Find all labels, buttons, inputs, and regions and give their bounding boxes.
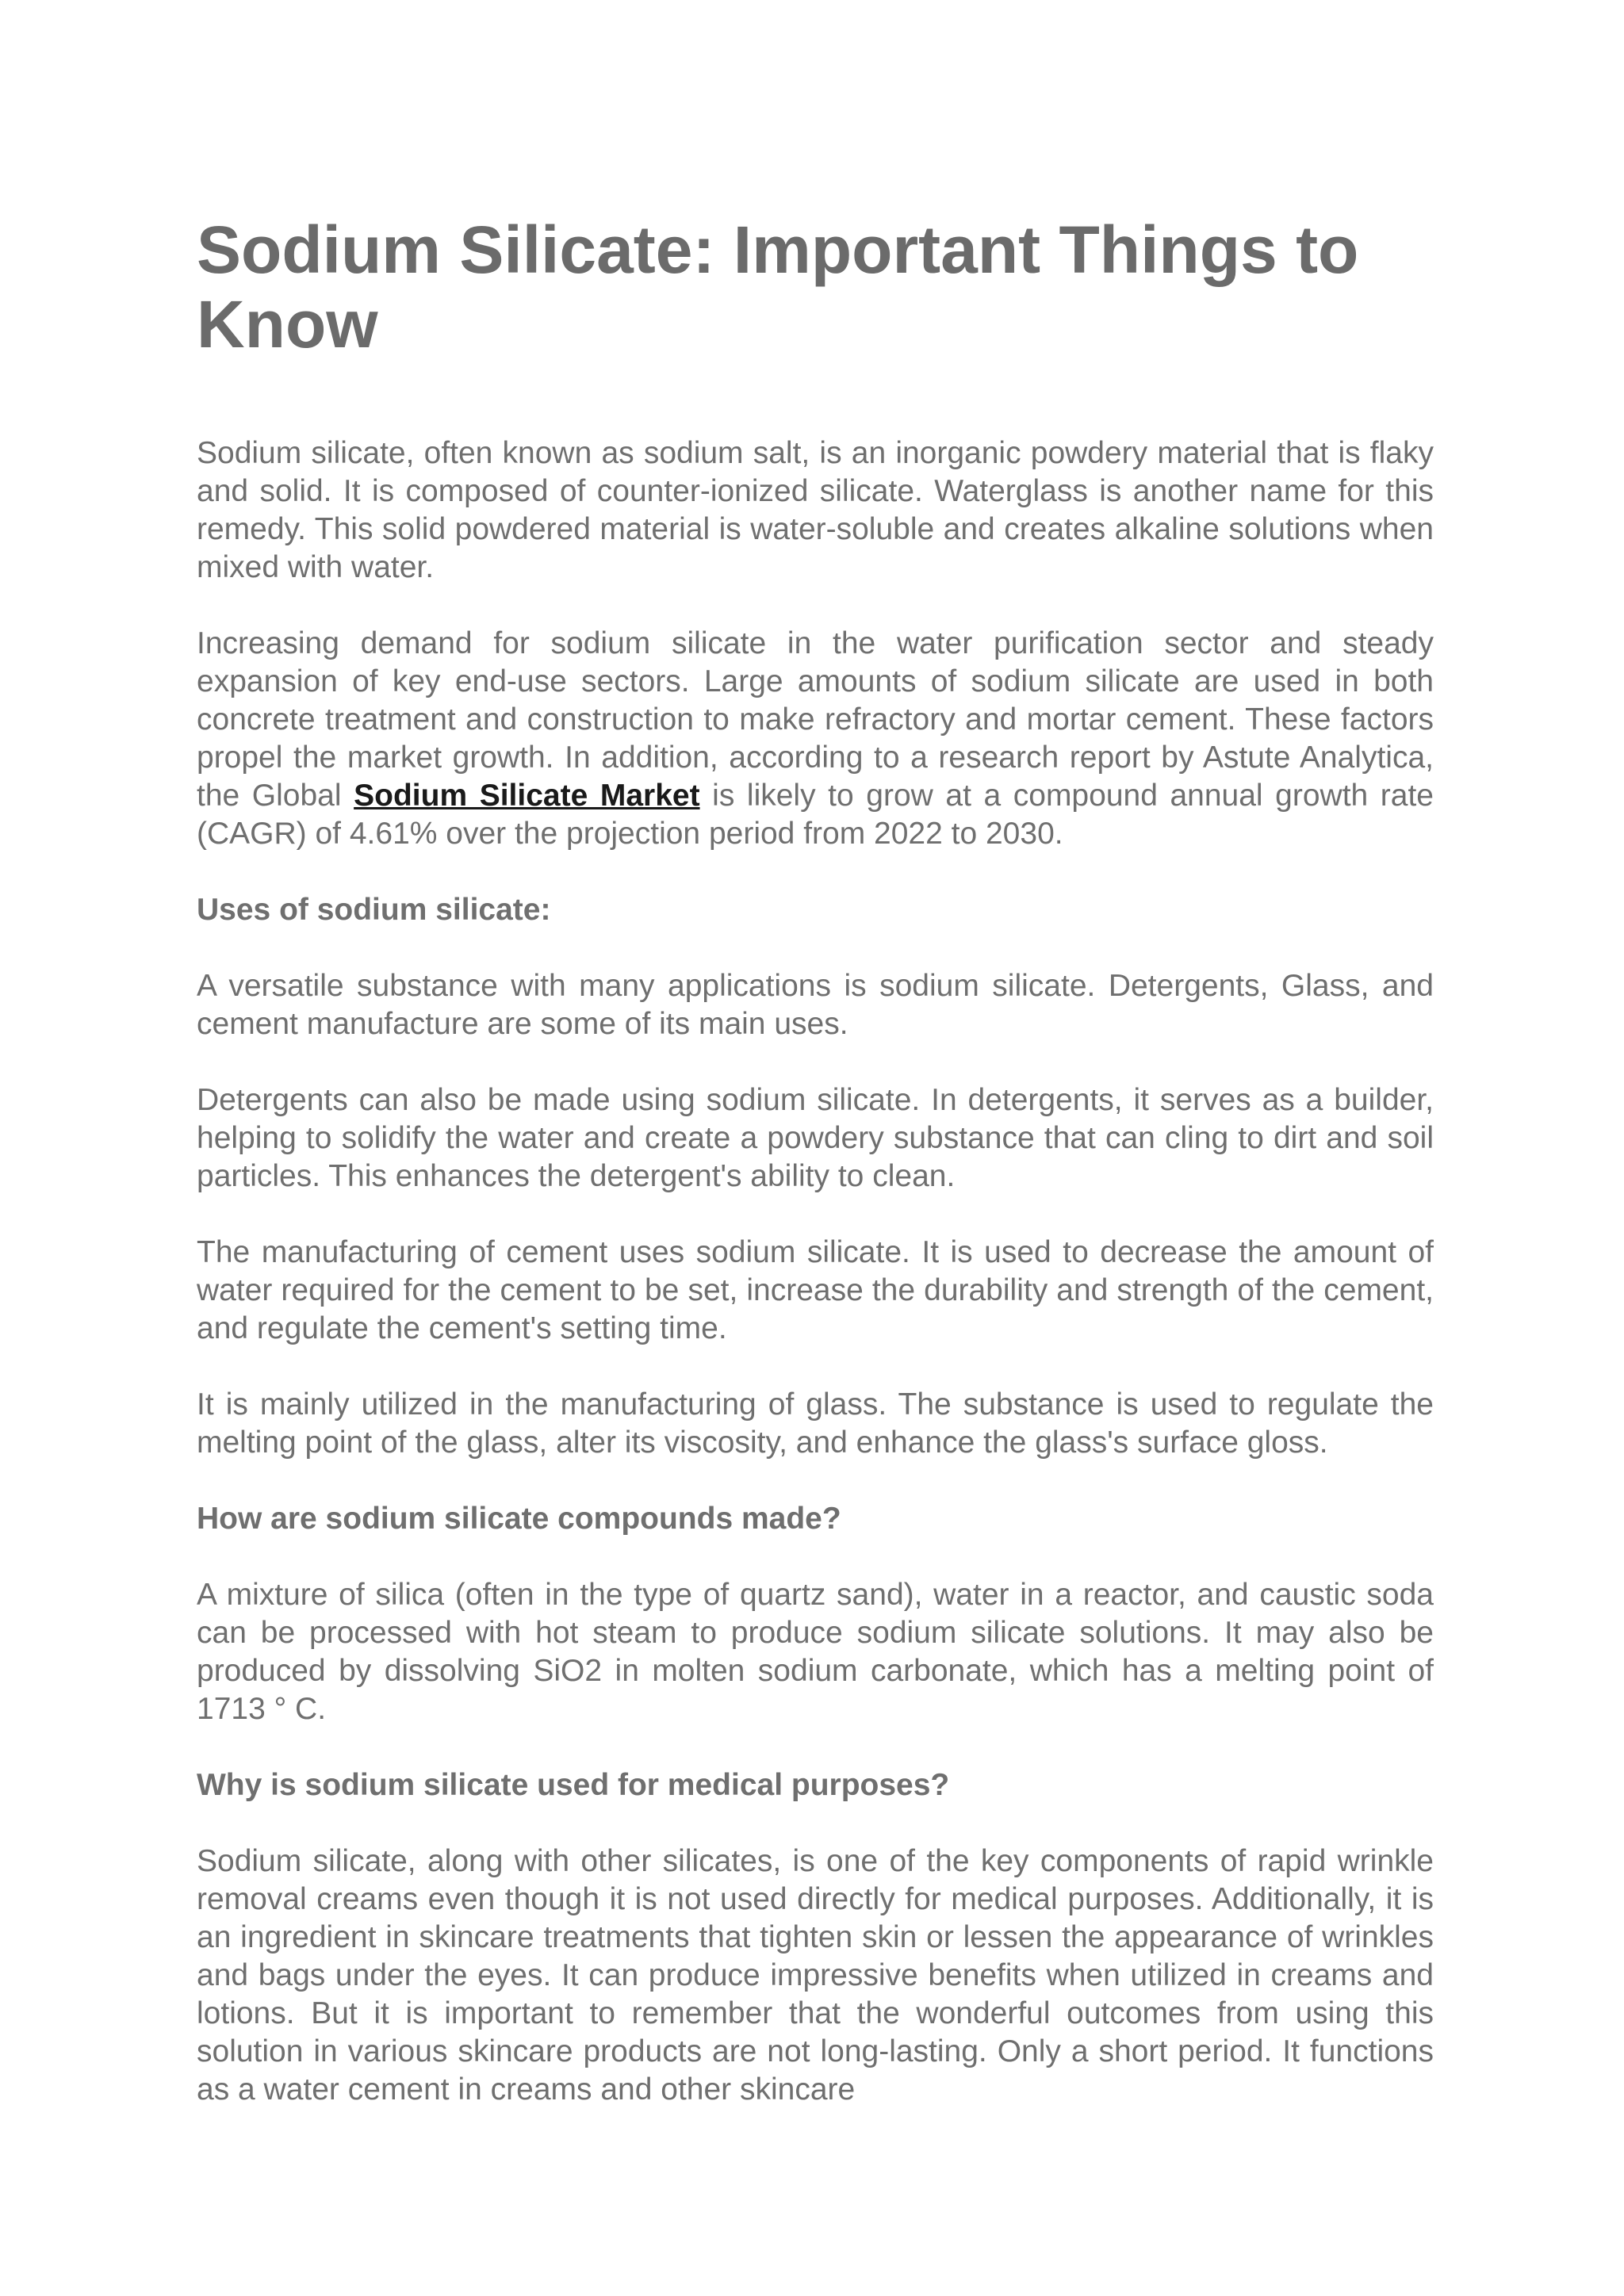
cement-paragraph: The manufacturing of cement uses sodium silicate. It is used to decrease the amount of water required for the cement to be set, increase the durability and strength of the cement, and regulate the cement's setting time.	[197, 1235, 1434, 1345]
uses-intro-paragraph: A versatile substance with many applications is sodium silicate. Detergents, Glass, and cement manufacture are some of its main uses.	[197, 969, 1434, 1041]
page-title: Sodium Silicate: Important Things to Know	[197, 212, 1359, 362]
detergents-paragraph: Detergents can also be made using sodium silicate. In detergents, it serves as a builder, helping to solidify the water and create a powdery substance that can cling to dirt and soil particles. This enhances the detergent's ability to clean.	[197, 1083, 1434, 1193]
glass-paragraph: It is mainly utilized in the manufacturing of glass. The substance is used to regulate the melting point of the glass, alter its viscosity, and enhance the glass's surface gloss.	[197, 1387, 1434, 1460]
sodium-silicate-market-link[interactable]: Sodium Silicate Market	[354, 779, 700, 813]
made-paragraph: A mixture of silica (often in the type of quartz sand), water in a reactor, and caustic soda can be processed with hot steam to produce sodium silicate solutions. It may also be produced by dissolving SiO2 in molten sodium carbonate, which has a melting point of 1713 ° C.	[197, 1578, 1434, 1726]
uses-heading: Uses of sodium silicate:	[197, 893, 551, 927]
market-text-after: is likely to grow at a compound annual growth rate (CAGR) of 4.61% over the projection period from 2022 to 2030.	[197, 779, 1434, 851]
medical-heading: Why is sodium silicate used for medical purposes?	[197, 1768, 950, 1802]
document-page	[197, 212, 1434, 2147]
market-text-before: Increasing demand for sodium silicate in the water purification sector and steady expansion of key end-use sectors. Large amounts of sodium silicate are used in both concrete treatment and construction to make refractory and mortar cement. These factors propel the market growth. In addition, according to a research report by Astute Analytica, the Global	[197, 626, 1434, 813]
intro-paragraph: Sodium silicate, often known as sodium salt, is an inorganic powdery material that is flaky and solid. It is composed of counter-ionized silicate. Waterglass is another name for this remedy. This solid powdered material is water-soluble and creates alkaline solutions when mixed with water.	[197, 436, 1434, 584]
medical-paragraph: Sodium silicate, along with other silicates, is one of the key components of rapid wrinkle removal creams even though it is not used directly for medical purposes. Additionally, it is an ingredient in skincare treatments that tighten skin or lessen the appearance of wrinkles and bags under the eyes. It can produce impressive benefits when utilized in creams and lotions. But it is important to remember that the wonderful outcomes from using this solution in various skincare products are not long-lasting. Only a short period. It functions as a water cement in creams and other skincare	[197, 1844, 1434, 2107]
article-body	[197, 434, 1434, 2109]
market-paragraph	[197, 625, 1434, 853]
made-heading: How are sodium silicate compounds made?	[197, 1502, 841, 1536]
